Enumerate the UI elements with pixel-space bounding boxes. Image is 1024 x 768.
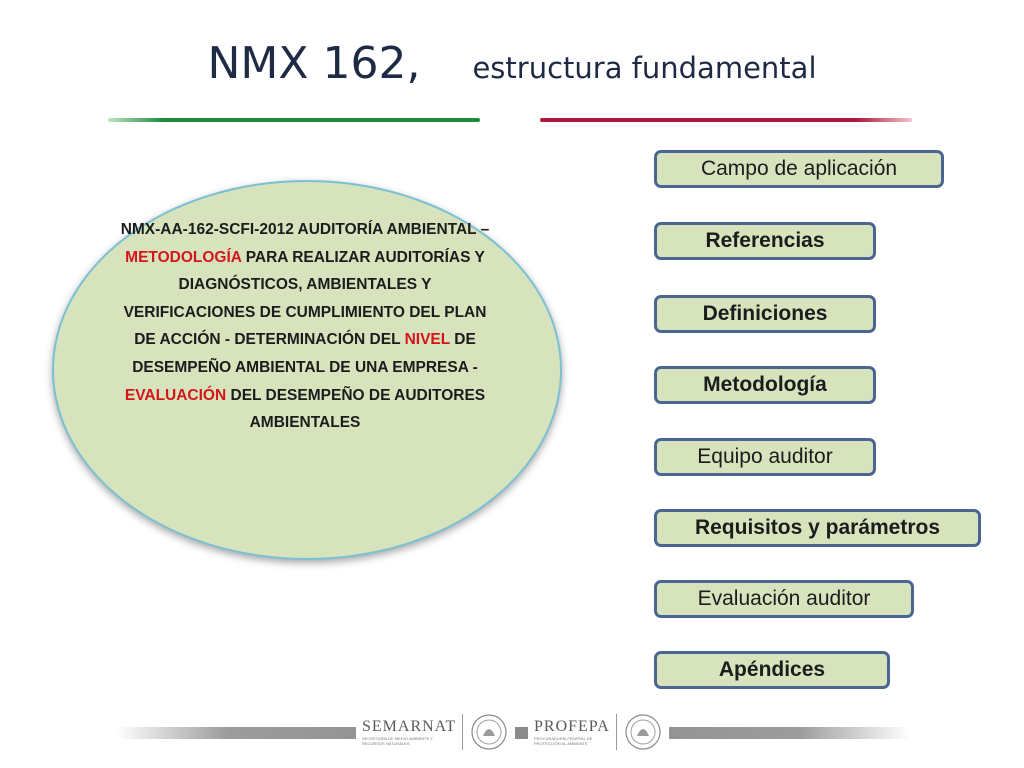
slide-title bbox=[0, 38, 1024, 89]
highlight-nivel: NIVEL bbox=[404, 331, 450, 349]
section-referencias bbox=[654, 222, 876, 260]
profepa-logo bbox=[528, 712, 669, 752]
semarnat-logo bbox=[356, 712, 515, 752]
description-part: DE DESEMPEÑO AMBIENTAL DE UNA EMPRESA - bbox=[132, 331, 478, 376]
section-campo-de-aplicacion bbox=[654, 150, 944, 188]
title-main: NMX 162, bbox=[207, 38, 421, 89]
section-definiciones bbox=[654, 295, 876, 333]
description-part: DEL DESEMPEÑO DE AUDITORES AMBIENTALES bbox=[226, 386, 486, 432]
red-divider bbox=[540, 118, 912, 122]
description-part: NMX-AA-162-SCFI-2012 AUDITORÍA AMBIENTAL – bbox=[120, 221, 490, 238]
section-label: Campo de aplicación bbox=[700, 157, 898, 180]
section-label: Apéndices bbox=[718, 658, 826, 681]
profepa-subtitle: PROCURADURÍA FEDERAL DE PROTECCIÓN AL AMBIENTE bbox=[534, 736, 593, 746]
section-label: Evaluación auditor bbox=[697, 587, 871, 610]
semarnat-wordmark: SEMARNAT bbox=[362, 718, 457, 735]
section-equipo-auditor bbox=[654, 438, 876, 476]
highlight-evaluacion: EVALUACIÓN bbox=[124, 386, 227, 404]
section-label: Metodología bbox=[703, 373, 827, 396]
section-metodologia bbox=[654, 366, 876, 404]
section-evaluacion-auditor bbox=[654, 580, 914, 618]
standard-description bbox=[120, 216, 490, 437]
section-label: Requisitos y parámetros bbox=[694, 516, 941, 539]
section-apendices bbox=[654, 651, 890, 689]
mexico-seal-icon bbox=[469, 712, 509, 752]
highlight-metodologia: METODOLOGÍA bbox=[125, 248, 242, 266]
description-part: PARA REALIZAR AUDITORÍAS Y DIAGNÓSTICOS, AMBIENTALES Y VERIFICACIONES DE CUMPLIMIENTO DEL PLAN DE ACCIÓN - DETERMINACIÓN DEL bbox=[123, 248, 487, 349]
green-divider bbox=[108, 118, 480, 122]
section-label: Referencias bbox=[705, 229, 825, 252]
profepa-wordmark: PROFEPA bbox=[534, 718, 610, 735]
section-requisitos-y-parametros bbox=[654, 509, 981, 547]
semarnat-subtitle: SECRETARÍA DE MEDIO AMBIENTE Y RECURSOS NATURALES bbox=[362, 736, 433, 746]
title-subtitle: estructura fundamental bbox=[472, 51, 817, 85]
mexico-seal-icon bbox=[623, 712, 663, 752]
section-label: Equipo auditor bbox=[697, 445, 833, 468]
section-label: Definiciones bbox=[702, 302, 828, 325]
